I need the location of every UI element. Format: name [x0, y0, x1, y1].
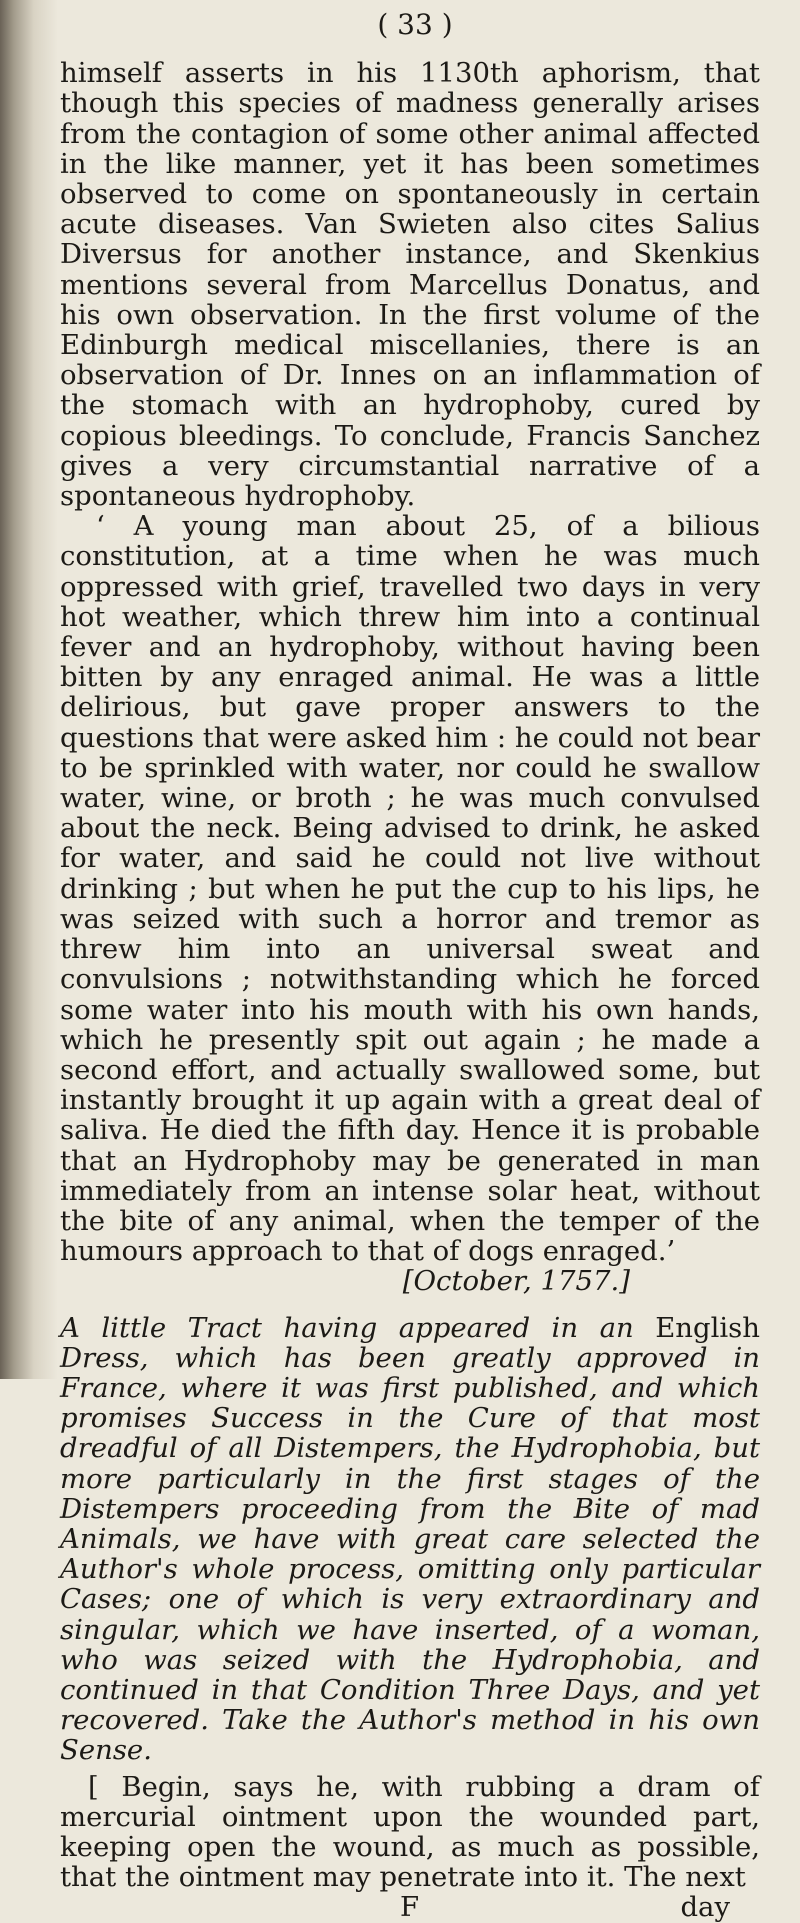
case-narrative-paragraph: ‘ A young man about 25, of a bilious constitution, at a time when he was much oppressed with grief, travelled two days in very hot weather, which threw him into a continual fever and an hydrophoby, without having been bitten by any enraged animal. He was a little delirious, but gave proper answers to the questions that were asked him : he could not bear to be sprinkled with water, nor could he swallow water, wine, or broth ; he was much convulsed about the neck. Being advised to drink, he asked for water, and said he could not live without drinking ; but when he put the cup to his lips, he was seized with such a horror and tremor as threw him into an universal sweat and convulsions ; notwithstanding which he forced some water into his mouth with his own hands, which he presently spit out again ; he made a second effort, and actually swallowed some, but instantly brought it up again with a great deal of saliva. He died the fifth day. Hence it is probable that an Hydrophoby may be generated in man immediately from an intense solar heat, without the bite of any animal, when the temper of the humours approach to that of dogs enraged.’	[60, 510, 760, 1268]
notice-text-rest: Dress, which has been greatly approved in France, where it was first published, and which promises Success in the Cure of that most dreadful of all Distempers, the Hydrophobia, but more particularly in the first stages of the Distempers proceeding from the Bite of mad Animals, we have with great care selected the Author's whole process, omitting only particular Cases; one of which is very extraordinary and singular, which we have inserted, of a woman, who was seized with the Hydrophobia, and continued in that Condition Three Days, and yet recovered. Take the Author's method in his own Sense.	[60, 1341, 760, 1767]
page-number: ( 33 )	[377, 8, 453, 41]
book-page	[60, 10, 760, 1923]
notice-text-roman: English	[655, 1311, 760, 1344]
method-paragraph: [ Begin, says he, with rubbing a dram of mercurial ointment upon the wounded part, keeping open the wound, as much as possible, that the ointment may penetrate into it. The next	[60, 1770, 760, 1894]
catchword: day	[680, 1891, 730, 1923]
book-gutter-shadow	[0, 0, 58, 1379]
date-line: [October, 1757.]	[402, 1265, 630, 1298]
page-footer	[60, 1892, 760, 1922]
signature-mark: F	[400, 1891, 420, 1923]
notice-text-start: A little Tract having appeared in an	[60, 1311, 656, 1344]
editorial-notice-paragraph	[60, 1313, 760, 1766]
intro-paragraph: himself asserts in his 1130th aphorism, that though this species of madness generally arises from the contagion of some other animal affected in the like manner, yet it has been sometimes observed to come on spontaneously in certain acute diseases. Van Swieten also cites Salius Diversus for another instance, and Skenkius mentions several from Marcellus Donatus, and his own observation. In the first volume of the Edinburgh medical miscellanies, there is an observation of Dr. Innes on an inflammation of the stomach with an hydrophoby, cured by copious bleedings. To conclude, Francis Sanchez gives a very circumstantial narrative of a spontaneous hydrophoby.	[60, 57, 760, 513]
